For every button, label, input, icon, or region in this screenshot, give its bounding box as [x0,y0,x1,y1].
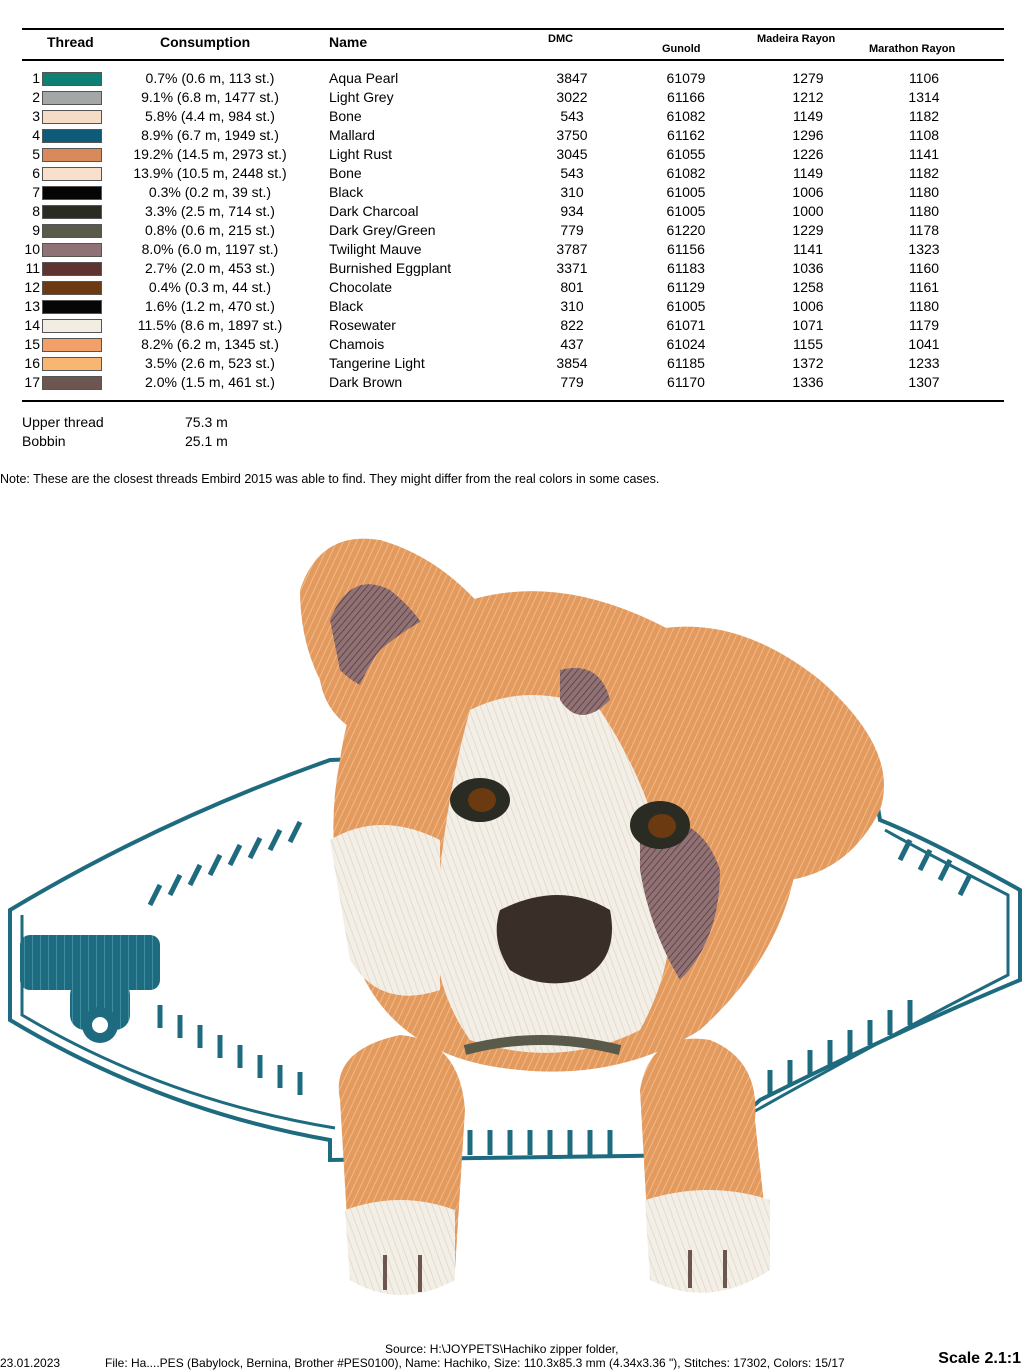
dmc-code: 310 [560,298,584,314]
consumption-value: 13.9% (10.5 m, 2448 st.) [133,165,287,181]
color-swatch [42,224,102,238]
gunold-code: 61166 [667,89,705,105]
consumption-value: 0.8% (0.6 m, 215 st.) [145,222,275,238]
thread-number: 4 [32,127,40,143]
table-row [0,279,1024,298]
madeira-code: 1006 [792,184,824,200]
consumption-value: 8.2% (6.2 m, 1345 st.) [141,336,279,352]
table-row [0,336,1024,355]
dmc-code: 3847 [556,70,588,86]
consumption-value: 0.7% (0.6 m, 113 st.) [145,70,275,86]
color-swatch [42,243,102,257]
thread-number: 7 [32,184,40,200]
upper-thread-label: Upper thread [22,414,104,430]
madeira-code: 1336 [792,374,824,390]
dmc-code: 3854 [556,355,588,371]
gunold-code: 61220 [666,222,706,238]
table-row [0,70,1024,89]
thread-name: Bone [329,108,362,124]
table-row [0,374,1024,393]
header-gunold: Gunold [662,43,701,55]
table-row [0,127,1024,146]
consumption-value: 1.6% (1.2 m, 470 st.) [145,298,275,314]
thread-number: 15 [24,336,40,352]
consumption-value: 9.1% (6.8 m, 1477 st.) [141,89,279,105]
table-row [0,108,1024,127]
thread-number: 16 [24,355,40,371]
dmc-code: 822 [560,317,584,333]
marathon-code: 1108 [908,127,940,143]
consumption-value: 8.0% (6.0 m, 1197 st.) [141,241,279,257]
thread-name: Rosewater [329,317,396,333]
color-swatch [42,110,102,124]
gunold-code: 61024 [666,336,706,352]
marathon-code: 1178 [908,222,940,238]
color-swatch [42,129,102,143]
gunold-code: 61162 [667,127,705,143]
footer-source: Source: H:\JOYPETS\Hachiko zipper folder, [385,1342,619,1356]
table-row [0,203,1024,222]
bobbin-label: Bobbin [22,433,66,449]
footer-scale: Scale 2.1:1 [938,1350,1021,1367]
color-swatch [42,262,102,276]
thread-name: Aqua Pearl [329,70,399,86]
footer-date: 23.01.2023 [0,1356,61,1370]
gunold-code: 61156 [667,241,705,257]
table-row [0,222,1024,241]
thread-number: 5 [32,146,40,162]
dmc-code: 3022 [556,89,588,105]
consumption-value: 2.0% (1.5 m, 461 st.) [145,374,275,390]
marathon-code: 1041 [908,336,940,352]
thread-name: Black [329,184,364,200]
gunold-code: 61055 [666,146,706,162]
thread-name: Tangerine Light [329,355,425,371]
dmc-code: 779 [560,374,584,390]
madeira-code: 1296 [792,127,824,143]
table-bottom-rule [22,400,1004,402]
color-swatch [42,186,102,200]
thread-name: Twilight Mauve [329,241,422,257]
color-swatch [42,281,102,295]
dmc-code: 543 [560,108,584,124]
footer-file-info: File: Ha....PES (Babylock, Bernina, Brother #PES0100), Name: Hachiko, Size: 110.3x85.3 mm (4.34x3.36 "), Stitches: 17302, Colors: 15/17 [105,1356,845,1370]
gunold-code: 61005 [666,298,706,314]
madeira-code: 1212 [792,89,824,105]
header-consumption: Consumption [160,34,251,50]
madeira-code: 1036 [792,260,824,276]
madeira-code: 1141 [792,241,824,257]
consumption-value: 2.7% (2.0 m, 453 st.) [145,260,275,276]
marathon-code: 1182 [908,165,940,181]
thread-name: Dark Brown [329,374,403,390]
dmc-code: 934 [560,203,584,219]
dmc-code: 801 [560,279,584,295]
color-swatch [42,205,102,219]
thread-number: 11 [25,260,40,276]
header-thread: Thread [47,34,94,50]
consumption-value: 0.3% (0.2 m, 39 st.) [148,184,272,200]
madeira-code: 1229 [792,222,824,238]
thread-number: 12 [24,279,40,295]
marathon-code: 1180 [908,203,940,219]
color-swatch [42,300,102,314]
dmc-code: 779 [560,222,584,238]
color-swatch [42,338,102,352]
thread-number: 17 [24,374,40,390]
madeira-code: 1372 [792,355,824,371]
thread-name: Burnished Eggplant [329,260,452,276]
gunold-code: 61170 [667,374,705,390]
madeira-code: 1006 [792,298,824,314]
thread-name: Light Rust [329,146,393,162]
thread-name: Mallard [329,127,375,143]
madeira-code: 1149 [792,165,824,181]
table-row [0,165,1024,184]
table-row [0,317,1024,336]
consumption-value: 8.9% (6.7 m, 1949 st.) [141,127,279,143]
thread-number: 10 [24,241,40,257]
table-row [0,355,1024,374]
gunold-code: 61079 [666,70,706,86]
marathon-code: 1141 [908,146,940,162]
table-row [0,146,1024,165]
thread-number: 9 [32,222,40,238]
marathon-code: 1182 [908,108,940,124]
color-swatch [42,72,102,86]
header-name: Name [329,34,368,50]
table-row [0,298,1024,317]
color-swatch [42,167,102,181]
color-swatch [42,319,102,333]
gunold-code: 61183 [667,260,705,276]
marathon-code: 1180 [908,298,940,314]
thread-name: Chamois [329,336,385,352]
dmc-code: 3750 [556,127,588,143]
thread-number: 8 [32,203,40,219]
thread-name: Bone [329,165,362,181]
bobbin-value: 25.1 m [185,433,228,449]
color-swatch [42,148,102,162]
consumption-value: 5.8% (4.4 m, 984 st.) [145,108,275,124]
color-swatch [42,357,102,371]
consumption-value: 3.3% (2.5 m, 714 st.) [145,203,275,219]
dmc-code: 3787 [556,241,588,257]
table-header-rule [22,59,1004,61]
madeira-code: 1155 [792,336,824,352]
table-row [0,260,1024,279]
table-row [0,184,1024,203]
madeira-code: 1279 [792,70,824,86]
thread-name: Light Grey [329,89,394,105]
thread-number: 1 [32,70,40,86]
marathon-code: 1314 [908,89,940,105]
gunold-code: 61185 [667,355,705,371]
gunold-code: 61005 [666,184,706,200]
thread-number: 3 [32,108,40,124]
gunold-code: 61082 [666,165,706,181]
consumption-value: 3.5% (2.6 m, 523 st.) [145,355,275,371]
dmc-code: 310 [560,184,584,200]
gunold-code: 61082 [666,108,706,124]
madeira-code: 1000 [792,203,824,219]
header-madeira: Madeira Rayon [757,33,836,45]
color-swatch [42,376,102,390]
marathon-code: 1179 [908,317,940,333]
thread-name: Chocolate [329,279,393,295]
note-text: Note: These are the closest threads Embird 2015 was able to find. They might differ from the real colors in some cases. [0,472,660,486]
marathon-code: 1323 [908,241,940,257]
thread-number: 6 [32,165,40,181]
thread-number: 13 [24,298,40,314]
gunold-code: 61071 [666,317,706,333]
thread-number: 2 [32,89,40,105]
dmc-code: 3045 [556,146,588,162]
marathon-code: 1161 [908,279,940,295]
marathon-code: 1160 [908,260,940,276]
madeira-code: 1258 [792,279,824,295]
header-dmc: DMC [548,33,574,45]
gunold-code: 61005 [666,203,706,219]
madeira-code: 1071 [792,317,824,333]
color-swatch [42,91,102,105]
table-top-rule [22,28,1004,30]
table-row [0,241,1024,260]
marathon-code: 1233 [908,355,940,371]
marathon-code: 1180 [908,184,940,200]
embroidery-design-preview [0,510,1024,1340]
thread-name: Dark Charcoal [329,203,419,219]
header-marathon: Marathon Rayon [869,43,956,55]
madeira-code: 1149 [792,108,824,124]
thread-name: Black [329,298,364,314]
upper-thread-value: 75.3 m [185,414,228,430]
madeira-code: 1226 [792,146,824,162]
dmc-code: 543 [560,165,584,181]
consumption-value: 11.5% (8.6 m, 1897 st.) [137,317,283,333]
table-row [0,89,1024,108]
gunold-code: 61129 [667,279,705,295]
consumption-value: 0.4% (0.3 m, 44 st.) [148,279,272,295]
thread-name: Dark Grey/Green [329,222,436,238]
thread-number: 14 [24,317,40,333]
dmc-code: 3371 [556,260,588,276]
marathon-code: 1307 [908,374,940,390]
dmc-code: 437 [560,336,584,352]
consumption-value: 19.2% (14.5 m, 2973 st.) [133,146,287,162]
marathon-code: 1106 [908,70,940,86]
